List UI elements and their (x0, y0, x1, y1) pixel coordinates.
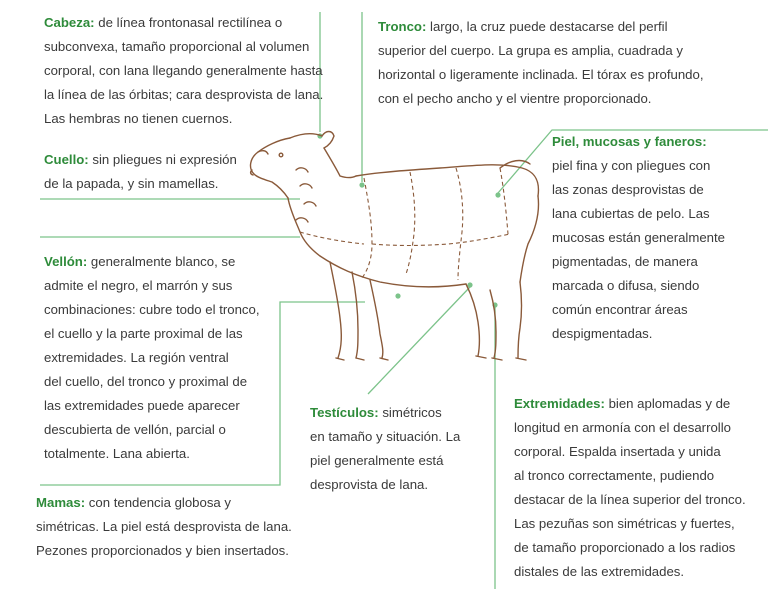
annotation-tronco (378, 15, 703, 111)
term-mamas: Mamas: (36, 495, 86, 510)
text-line: piel generalmente está (310, 453, 444, 468)
text-line: con el pecho ancho y el vientre proporcionado. (378, 91, 652, 106)
text-line: horizontal o ligeramente inclinada. El tórax es profundo, (378, 67, 704, 82)
text-line: de la papada, y sin mamellas. (44, 176, 219, 191)
term-tronco: Tronco: (378, 19, 427, 34)
text-line: distales de las extremidades. (514, 564, 685, 579)
text-line: las zonas desprovistas de (552, 182, 704, 197)
term-testiculos: Testículos: (310, 405, 379, 420)
text-line: simétricos (382, 405, 442, 420)
term-piel: Piel, mucosas y faneros: (552, 134, 707, 149)
text-line: Las hembras no tienen cuernos. (44, 111, 233, 126)
annotation-piel (552, 130, 725, 346)
text-line: pigmentadas, de manera (552, 254, 698, 269)
text-line: bien aplomadas y de (608, 396, 731, 411)
text-line: sin pliegues ni expresión (92, 152, 237, 167)
text-line: longitud en armonía con el desarrollo (514, 420, 731, 435)
text-line: común encontrar áreas (552, 302, 688, 317)
text-line: con tendencia globosa y (88, 495, 232, 510)
text-line: despigmentadas. (552, 326, 653, 341)
text-line: destacar de la línea superior del tronco. (514, 492, 746, 507)
annotation-vellon (44, 250, 260, 466)
text-line: corporal. Espalda insertada y unida (514, 444, 721, 459)
text-line: Las pezuñas son simétricas y fuertes, (514, 516, 735, 531)
text-line: piel fina y con pliegues con (552, 158, 711, 173)
term-vellon: Vellón: (44, 254, 88, 269)
term-extremidades: Extremidades: (514, 396, 605, 411)
text-line: mucosas están generalmente (552, 230, 726, 245)
text-line: la línea de las órbitas; cara desprovista de lana. (44, 87, 324, 102)
text-line: al tronco correctamente, pudiendo (514, 468, 715, 483)
text-line: marcada o difusa, siendo (552, 278, 700, 293)
text-line: descubierta de vellón, parcial o (44, 422, 226, 437)
term-cabeza: Cabeza: (44, 15, 95, 30)
text-line: Pezones proporcionados y bien insertados. (36, 543, 289, 558)
annotation-extremidades (514, 392, 746, 584)
annotation-cuello (44, 148, 237, 196)
text-line: totalmente. Lana abierta. (44, 446, 190, 461)
text-line: simétricas. La piel está desprovista de lana. (36, 519, 292, 534)
text-line: superior del cuerpo. La grupa es amplia, cuadrada y (378, 43, 683, 58)
text-line: de tamaño proporcionado a los radios (514, 540, 736, 555)
text-line: largo, la cruz puede destacarse del perfil (430, 19, 668, 34)
text-line: combinaciones: cubre todo el tronco, (44, 302, 260, 317)
text-line: admite el negro, el marrón y sus (44, 278, 233, 293)
text-line: del cuello, del tronco y proximal de (44, 374, 248, 389)
text-line: el cuello y la parte proximal de las (44, 326, 243, 341)
text-line: de línea frontonasal rectilínea o (98, 15, 283, 30)
text-line: corporal, con lana llegando generalmente hasta (44, 63, 323, 78)
text-line: las extremidades puede aparecer (44, 398, 240, 413)
annotation-cabeza (44, 11, 323, 131)
text-line: generalmente blanco, se (90, 254, 236, 269)
term-cuello: Cuello: (44, 152, 89, 167)
text-line: en tamaño y situación. La (310, 429, 461, 444)
text-line: lana cubiertas de pelo. Las (552, 206, 710, 221)
text-line: extremidades. La región ventral (44, 350, 229, 365)
annotation-testiculos (310, 401, 460, 497)
annotation-mamas (36, 491, 292, 563)
text-line: desprovista de lana. (310, 477, 429, 492)
text-line: subconvexa, tamaño proporcional al volumen (44, 39, 310, 54)
